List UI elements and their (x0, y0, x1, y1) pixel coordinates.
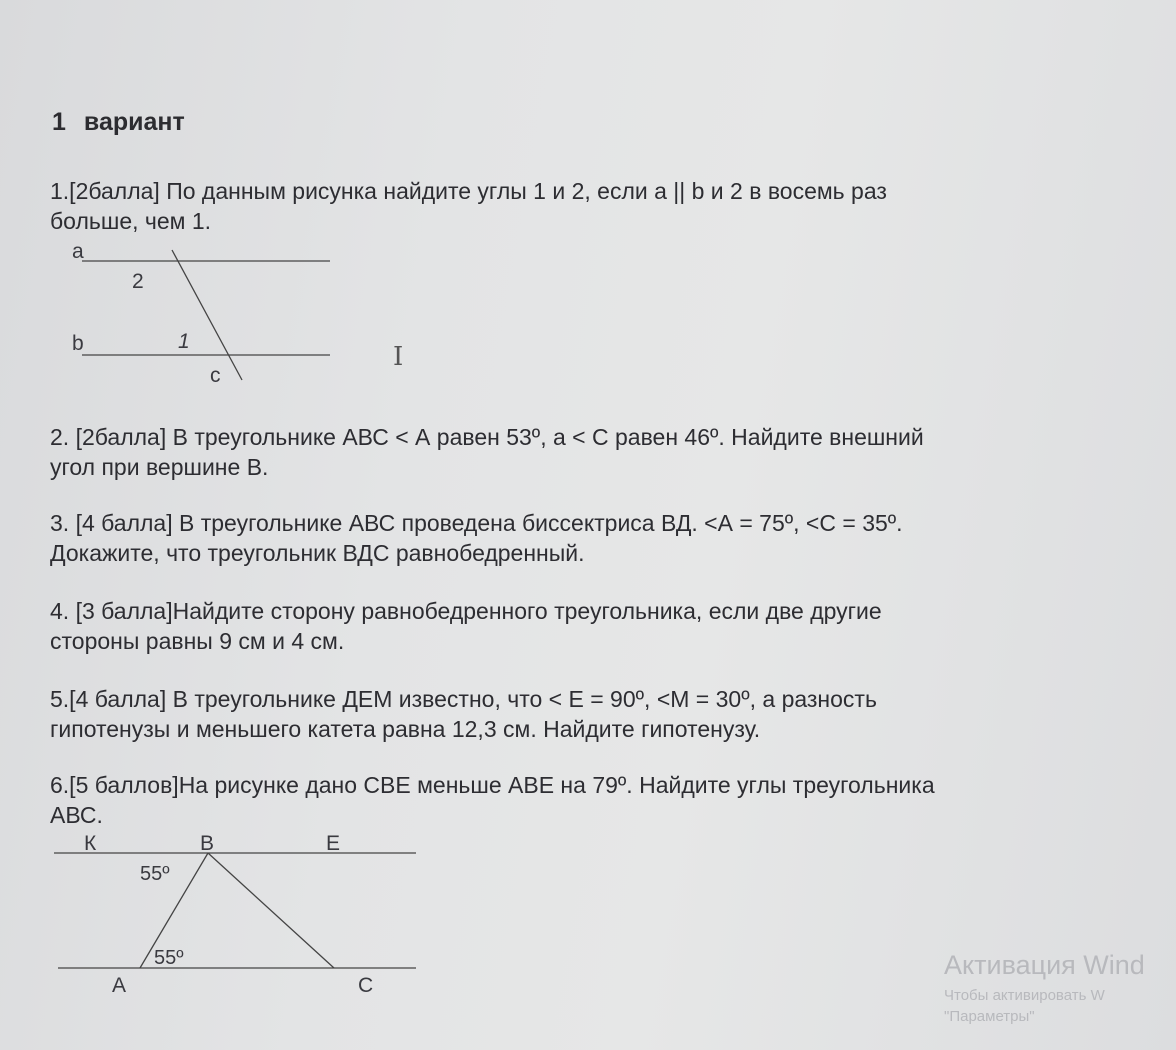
angle-2-label: 2 (132, 270, 144, 293)
label-c: c (210, 364, 221, 387)
figure-triangle (50, 828, 430, 1000)
watermark-title: Активация Wind (944, 950, 1145, 980)
label-b-vertex: В (200, 832, 215, 855)
figure-parallel-lines (60, 230, 360, 390)
label-e: Е (326, 832, 341, 855)
task-4-line-2: стороны равны 9 см и 4 см. (50, 628, 345, 654)
task-4 (50, 596, 1140, 656)
task-1 (50, 176, 1140, 236)
side-bc (208, 853, 334, 968)
label-a-vertex: А (112, 974, 127, 997)
task-4-line-1: 4. [3 балла]Найдите сторону равнобедренного треугольника, если две другие (50, 598, 882, 624)
task-2 (50, 422, 1140, 482)
label-k: К (84, 832, 97, 855)
task-2-line-1: 2. [2балла] В треугольнике АВС < А равен 53º, а < С равен 46º. Найдите внешний (50, 424, 924, 450)
task-6-line-2: АВС. (50, 802, 103, 828)
label-b: b (72, 332, 84, 355)
angle-1-label: 1 (178, 330, 190, 353)
windows-activation-watermark (944, 950, 1145, 1025)
task-1-line-2: больше, чем 1. (50, 208, 212, 234)
variant-number: 1 (52, 108, 66, 136)
watermark-line-2: "Параметры" (944, 1008, 1035, 1025)
task-3 (50, 508, 1140, 568)
angle-kba-label: 55º (140, 863, 170, 885)
task-2-line-2: угол при вершине В. (50, 454, 269, 480)
variant-word: вариант (83, 108, 185, 136)
label-c-vertex: С (358, 974, 374, 997)
text-cursor-icon: I (393, 342, 404, 372)
task-5-line-2: гипотенузы и меньшего катета равна 12,3 см. Найдите гипотенузу. (50, 716, 761, 742)
transversal-c (172, 250, 242, 380)
task-5 (50, 684, 1140, 744)
variant-heading (52, 108, 185, 137)
task-3-line-2: Докажите, что треугольник ВДС равнобедренный. (50, 540, 585, 566)
task-6-line-1: 6.[5 баллов]На рисунке дано СВЕ меньше АВЕ на 79º. Найдите углы треугольника (50, 772, 935, 798)
angle-bac-label: 55º (154, 947, 184, 969)
task-6 (50, 770, 1140, 830)
label-a: a (72, 240, 84, 263)
task-5-line-1: 5.[4 балла] В треугольнике ДЕМ известно, что < Е = 90º, <М = 30º, а разность (50, 686, 877, 712)
watermark-line-1: Чтобы активировать W (944, 987, 1105, 1004)
task-3-line-1: 3. [4 балла] В треугольнике АВС проведена биссектриса ВД. <А = 75º, <С = 35º. (50, 510, 903, 536)
task-1-line-1: 1.[2балла] По данным рисунка найдите углы 1 и 2, если a || b и 2 в восемь раз (50, 178, 887, 204)
